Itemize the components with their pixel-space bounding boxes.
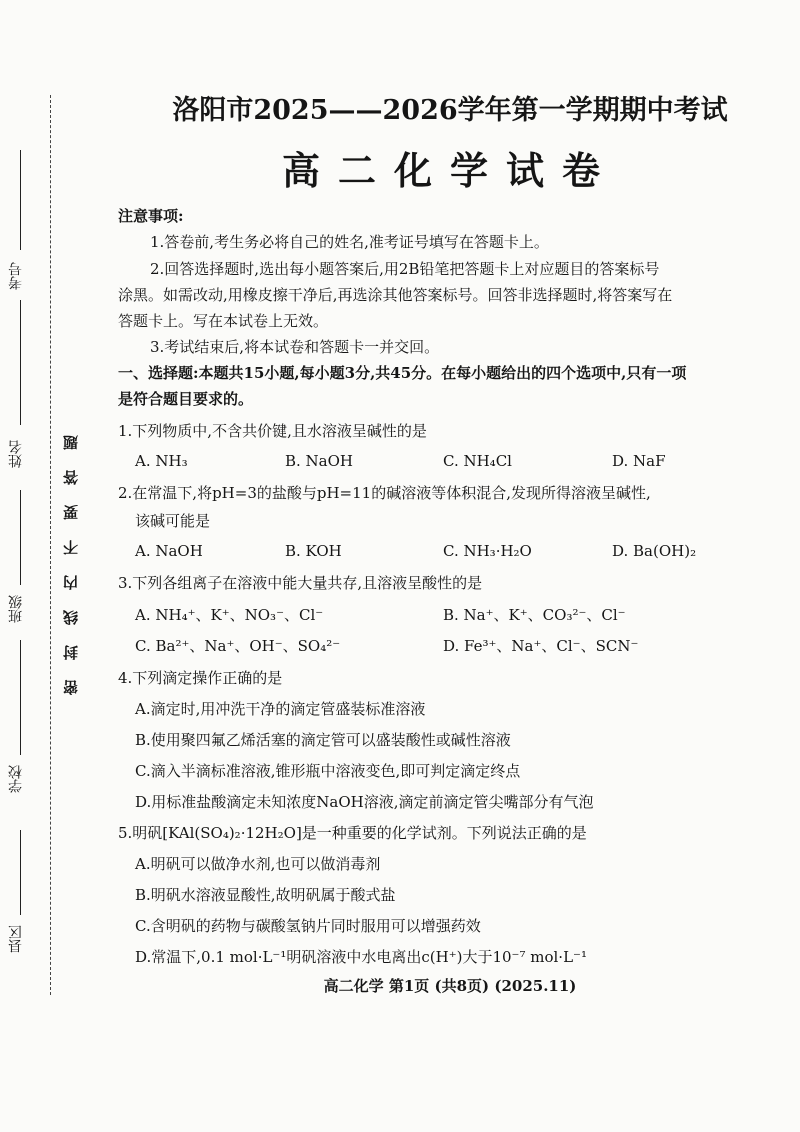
q1-stem: 1.下列物质中,不含共价键,且水溶液呈碱性的是 <box>118 422 427 440</box>
q4-option-d: D.用标准盐酸滴定未知浓度NaOH溶液,滴定前滴定管尖嘴部分有气泡 <box>135 793 594 811</box>
q3-option-a: A. NH₄⁺、K⁺、NO₃⁻、Cl⁻ <box>135 606 324 624</box>
notes-heading: 注意事项: <box>118 207 184 225</box>
school-line <box>20 640 21 755</box>
q4-option-c: C.滴入半滴标准溶液,锥形瓶中溶液变色,即可判定滴定终点 <box>135 762 521 780</box>
exam-number-label: 考号 <box>8 262 24 290</box>
q1-option-a: A. NH₃ <box>135 452 188 470</box>
q1-option-d: D. NaF <box>612 452 666 470</box>
section-heading-line-2: 是符合题目要求的。 <box>118 390 254 408</box>
q2-option-a: A. NaOH <box>135 542 203 560</box>
q3-option-b: B. Na⁺、K⁺、CO₃²⁻、Cl⁻ <box>443 606 626 624</box>
q5-option-a: A.明矾可以做净水剂,也可以做消毒剂 <box>135 855 381 873</box>
q5-option-b: B.明矾水溶液显酸性,故明矾属于酸式盐 <box>135 886 396 904</box>
class-label: 班级 <box>8 595 24 623</box>
name-label: 姓名 <box>8 440 24 468</box>
binding-dashed-line <box>50 95 51 995</box>
q5-option-d: D.常温下,0.1 mol·L⁻¹明矾溶液中水电离出c(H⁺)大于10⁻⁷ mol·L⁻¹ <box>135 948 587 966</box>
q5-option-c: C.含明矾的药物与碳酸氢钠片同时服用可以增强药效 <box>135 917 481 935</box>
note-2-line-2: 涂黑。如需改动,用橡皮擦干净后,再选涂其他答案标号。回答非选择题时,将答案写在 <box>118 286 673 304</box>
q2-option-c: C. NH₃·H₂O <box>443 542 532 560</box>
q3-stem: 3.下列各组离子在溶液中能大量共存,且溶液呈酸性的是 <box>118 574 483 592</box>
note-2-line-3: 答题卡上。写在本试卷上无效。 <box>118 312 329 330</box>
q2-option-b: B. KOH <box>285 542 342 560</box>
q2-stem-line-1: 2.在常温下,将pH=3的盐酸与pH=11的碱溶液等体积混合,发现所得溶液呈碱性, <box>118 484 651 502</box>
q4-option-a: A.滴定时,用冲洗干净的滴定管盛装标准溶液 <box>135 700 426 718</box>
q5-stem: 5.明矾[KAl(SO₄)₂·12H₂O]是一种重要的化学试剂。下列说法正确的是 <box>118 824 587 842</box>
district-line <box>20 830 21 915</box>
exam-title: 洛阳市2025——2026学年第一学期期中考试 <box>172 95 728 126</box>
q1-option-b: B. NaOH <box>285 452 354 470</box>
district-label: 县区 <box>8 925 24 953</box>
section-heading-line-1: 一、选择题:本题共15小题,每小题3分,共45分。在每小题给出的四个选项中,只有一项 <box>118 364 687 382</box>
page-footer: 高二化学 第1页 (共8页) (2025.11) <box>323 977 577 995</box>
seal-line-notice: 密封线内不要答题 <box>62 415 80 695</box>
school-label: 学校 <box>8 765 24 793</box>
name-line <box>20 300 21 425</box>
note-3: 3.考试结束后,将本试卷和答题卡一并交回。 <box>150 338 440 356</box>
note-1: 1.答卷前,考生务必将自己的姓名,准考证号填写在答题卡上。 <box>150 233 549 251</box>
class-line <box>20 490 21 585</box>
q2-option-d: D. Ba(OH)₂ <box>612 542 697 560</box>
paper-title: 高二化学试卷 <box>281 148 618 193</box>
q3-option-c: C. Ba²⁺、Na⁺、OH⁻、SO₄²⁻ <box>135 637 341 655</box>
q4-option-b: B.使用聚四氟乙烯活塞的滴定管可以盛装酸性或碱性溶液 <box>135 731 511 749</box>
q3-option-d: D. Fe³⁺、Na⁺、Cl⁻、SCN⁻ <box>443 637 639 655</box>
q4-stem: 4.下列滴定操作正确的是 <box>118 669 283 687</box>
q2-stem-line-2: 该碱可能是 <box>135 512 211 530</box>
q1-option-c: C. NH₄Cl <box>443 452 512 470</box>
exam-number-line <box>20 150 21 250</box>
note-2-line-1: 2.回答选择题时,选出每小题答案后,用2B铅笔把答题卡上对应题目的答案标号 <box>150 260 660 278</box>
